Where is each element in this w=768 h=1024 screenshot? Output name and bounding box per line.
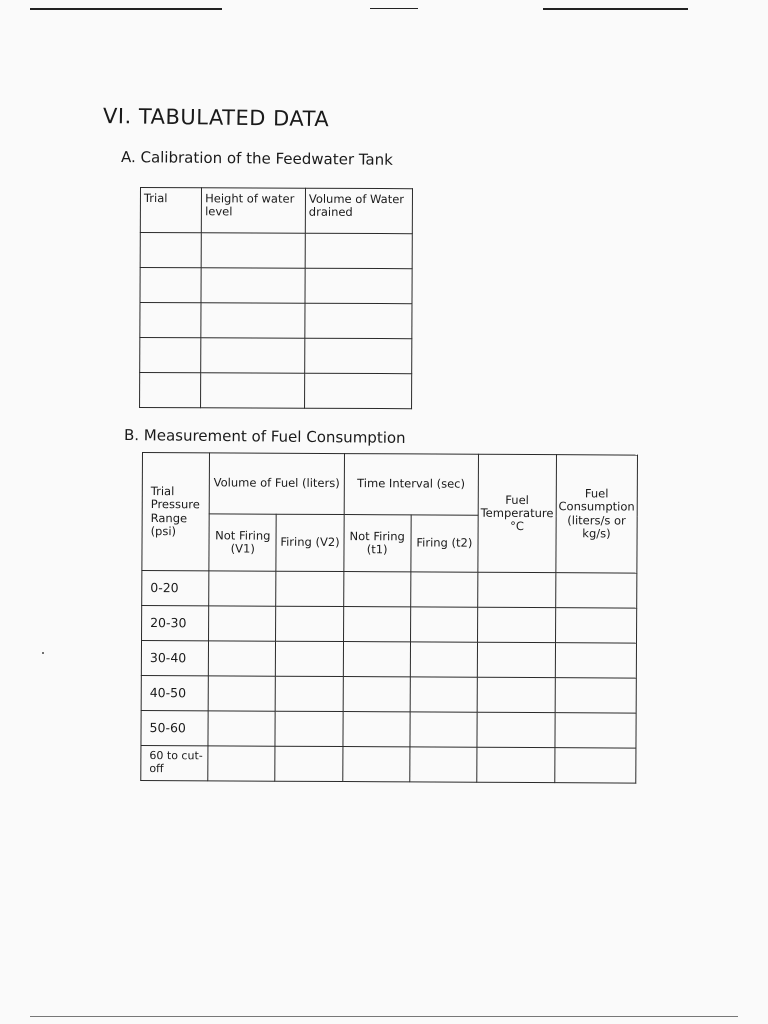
header-trial: Trial (140, 188, 201, 233)
pressure-range-cell: 30-40 (141, 641, 208, 676)
table-cell (410, 712, 477, 747)
table-row (141, 745, 636, 783)
table-row (140, 373, 412, 409)
table-cell (555, 713, 636, 748)
header-not-firing-t1: Not Firing (t1) (343, 515, 410, 572)
table-cell (201, 303, 305, 338)
table-cell (305, 233, 412, 268)
header-firing-v2: Firing (V2) (276, 514, 343, 571)
table-row (141, 710, 636, 748)
header-time-interval: Time Interval (sec) (344, 454, 479, 516)
section-b-heading: B. Measurement of Fuel Consumption (123, 426, 406, 447)
table-cell (209, 641, 276, 676)
table-cell (477, 712, 555, 747)
table-cell (208, 711, 275, 746)
table-cell (275, 746, 342, 781)
table-cell (140, 233, 201, 268)
table-cell (201, 233, 305, 268)
table-cell (342, 747, 409, 782)
scan-edge-top-right (543, 8, 688, 10)
table-cell (555, 678, 636, 713)
header-fuel-temperature: Fuel Temperature °C (478, 454, 556, 572)
table-cell (208, 676, 275, 711)
table-cell (410, 572, 477, 607)
calibration-table (139, 187, 413, 409)
table-cell (555, 748, 636, 783)
table-cell (343, 642, 410, 677)
table-cell (208, 746, 275, 781)
scan-edge-top-middle (370, 8, 418, 9)
table-row (140, 233, 412, 269)
table-row (141, 641, 636, 679)
table-cell (410, 642, 477, 677)
scan-edge-top-left (30, 8, 222, 10)
table-cell (140, 268, 201, 303)
table-cell (305, 338, 412, 373)
table-cell (305, 268, 412, 303)
header-pressure-range: Trial Pressure Range (psi) (142, 453, 210, 571)
table-row (142, 571, 637, 609)
table-cell (304, 373, 411, 408)
pressure-range-cell: 60 to cut-off (141, 745, 208, 780)
table-row (140, 338, 412, 374)
table-cell (478, 572, 556, 607)
table-cell (209, 571, 276, 606)
table-cell (555, 643, 636, 678)
header-not-firing-v1: Not Firing (V1) (209, 514, 276, 571)
table-cell (343, 677, 410, 712)
pressure-range-cell: 40-50 (141, 675, 208, 710)
table-cell (477, 677, 555, 712)
table-cell (276, 571, 343, 606)
header-firing-t2: Firing (t2) (411, 515, 478, 572)
section-title: VI. TABULATED DATA (102, 104, 330, 132)
header-volume-of-fuel: Volume of Fuel (liters) (209, 453, 344, 515)
scan-edge-bottom (30, 1016, 738, 1017)
table-cell (140, 373, 201, 408)
table-cell (276, 676, 343, 711)
table-cell (410, 607, 477, 642)
table-cell (201, 373, 305, 408)
table-row (140, 303, 412, 339)
fuel-consumption-table (140, 452, 638, 784)
table-cell (343, 572, 410, 607)
header-volume-water-drained: Volume of Water drained (305, 188, 412, 233)
table-row (141, 675, 636, 713)
table-cell (555, 608, 636, 643)
table-cell (477, 642, 555, 677)
header-height-water-level: Height of water level (201, 188, 305, 233)
table-cell (555, 573, 636, 608)
table-cell (343, 712, 410, 747)
table-cell (410, 677, 477, 712)
table-cell (410, 747, 477, 782)
table-cell (201, 338, 305, 373)
header-fuel-consumption: Fuel Consumption (liters/s or kg/s) (556, 455, 638, 573)
pressure-range-cell: 20-30 (142, 606, 209, 641)
table-cell (477, 607, 555, 642)
scan-speck (42, 652, 44, 654)
table-header-row (142, 453, 637, 517)
pressure-range-cell: 50-60 (141, 710, 208, 745)
table-cell (477, 747, 555, 782)
table-cell (276, 606, 343, 641)
table-cell (276, 641, 343, 676)
table-row (140, 268, 412, 304)
table-cell (140, 303, 201, 338)
pressure-range-cell: 0-20 (142, 571, 209, 606)
section-a-heading: A. Calibration of the Feedwater Tank (120, 148, 393, 169)
table-cell (201, 268, 305, 303)
table-cell (343, 607, 410, 642)
table-cell (209, 606, 276, 641)
table-cell (305, 303, 412, 338)
table-cell (140, 338, 201, 373)
table-cell (275, 711, 342, 746)
table-row (142, 606, 637, 644)
table-header-row (140, 188, 412, 234)
